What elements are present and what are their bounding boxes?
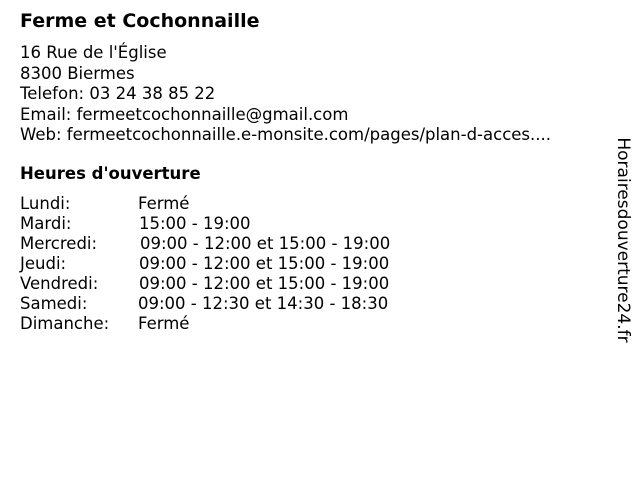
day-label: Mercredi: [20,234,98,253]
day-label: Mardi: [20,214,72,233]
hours-value: 09:00 - 12:00 et 15:00 - 19:00 [140,234,391,253]
address-street: 16 Rue de l'Église [20,43,167,62]
website-link[interactable]: fermeetcochonnaille.e-monsite.com/pages/plan-d-acces.... [66,125,551,144]
day-label: Dimanche: [20,314,110,333]
web-label: Web: [20,125,62,144]
opening-hours-heading: Heures d'ouverture [20,164,201,183]
web-line [20,125,551,146]
email-label: Email: [20,104,72,124]
day-label: Vendredi: [20,274,99,293]
watermark-site-name: Horairesdouverture24.fr [613,137,633,343]
business-name: Ferme et Cochonnaille [20,10,260,32]
phone-number[interactable]: 03 24 38 85 22 [89,84,216,103]
hours-value: Fermé [138,194,190,213]
business-info [20,43,551,146]
day-label: Jeudi: [20,254,67,273]
email-address[interactable]: fermeetcochonnaille@gmail.com [76,104,349,124]
day-label: Samedi: [20,294,88,313]
phone-label: Telefon: [20,84,85,103]
hours-value: 15:00 - 19:00 [139,214,251,233]
phone-line [20,84,551,105]
hours-value: 09:00 - 12:30 et 14:30 - 18:30 [138,294,389,313]
hours-value: Fermé [138,314,190,333]
hours-value: 09:00 - 12:00 et 15:00 - 19:00 [139,274,390,293]
hours-value: 09:00 - 12:00 et 15:00 - 19:00 [139,254,390,273]
email-line [20,105,551,126]
day-label: Lundi: [20,194,71,213]
address-city: 8300 Biermes [20,63,135,83]
